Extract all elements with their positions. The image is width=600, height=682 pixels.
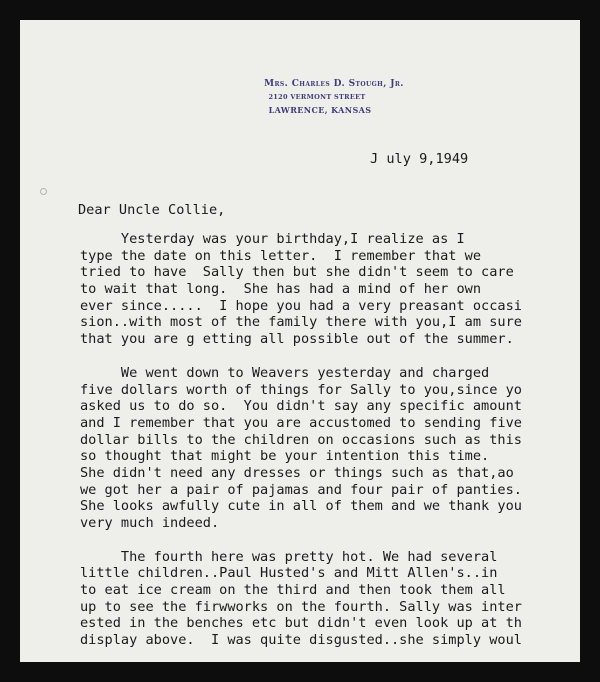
body-line: Yesterday was your birthday,I realize as I bbox=[80, 231, 465, 247]
body-line: we got her a pair of pajamas and four pair of panties. bbox=[80, 481, 522, 498]
body-line: The fourth here was pretty hot. We had several bbox=[80, 548, 498, 565]
body-line: to eat ice cream on the third and then took them all bbox=[80, 582, 506, 599]
body-line: ested in the benches etc but didn't even look up at th bbox=[80, 615, 522, 632]
body-line: up to see the firwworks on the fourth. Sally was inter bbox=[80, 598, 522, 615]
letterhead-name: Mrs. Charles D. Stough, Jr. bbox=[264, 79, 404, 89]
body-line: sion..with most of the family there with you,I am sure bbox=[80, 314, 522, 331]
body-line: ever since..... I hope you had a very preasant occasi bbox=[80, 297, 522, 314]
body-line: little children..Paul Husted's and Mitt Allen's..in bbox=[80, 565, 498, 582]
letterhead-city: LAWRENCE, KANSAS bbox=[268, 105, 372, 115]
body-line: five dollars worth of things for Sally to you,since yo bbox=[80, 381, 522, 398]
body-line: dollar bills to the children on occasions such as this bbox=[80, 431, 522, 448]
body-line: display above. I was quite disgusted..she simply woul bbox=[80, 632, 522, 649]
salutation: Dear Uncle Collie, bbox=[78, 202, 226, 218]
body-line: to wait that long. She has had a mind of her own bbox=[80, 281, 482, 298]
body-line: She looks awfully cute in all of them and we thank you bbox=[80, 498, 522, 515]
body-line: and I remember that you are accustomed to sending five bbox=[80, 414, 522, 431]
body-line: tried to have Sally then but she didn't seem to care bbox=[80, 264, 514, 281]
punch-hole-mark bbox=[40, 188, 47, 195]
body-line: type the date on this letter. I remember that we bbox=[80, 247, 482, 264]
body-line: that you are g etting all possible out of the summer. bbox=[80, 331, 514, 348]
letterhead bbox=[20, 78, 580, 116]
body-line: so thought that might be your intention this time. bbox=[80, 448, 490, 465]
body-line: We went down to Weavers yesterday and charged bbox=[80, 364, 490, 381]
body-line: very much indeed. bbox=[80, 515, 220, 531]
letterhead-street: 2120 VERMONT STREET bbox=[268, 93, 366, 101]
letter-page bbox=[20, 20, 580, 662]
body-line: asked us to do so. You didn't say any specific amount bbox=[80, 398, 522, 415]
letter-date: J uly 9,1949 bbox=[370, 151, 469, 167]
body-line: She didn't need any dresses or things such as that,ao bbox=[80, 464, 514, 481]
letter-body bbox=[80, 231, 580, 649]
